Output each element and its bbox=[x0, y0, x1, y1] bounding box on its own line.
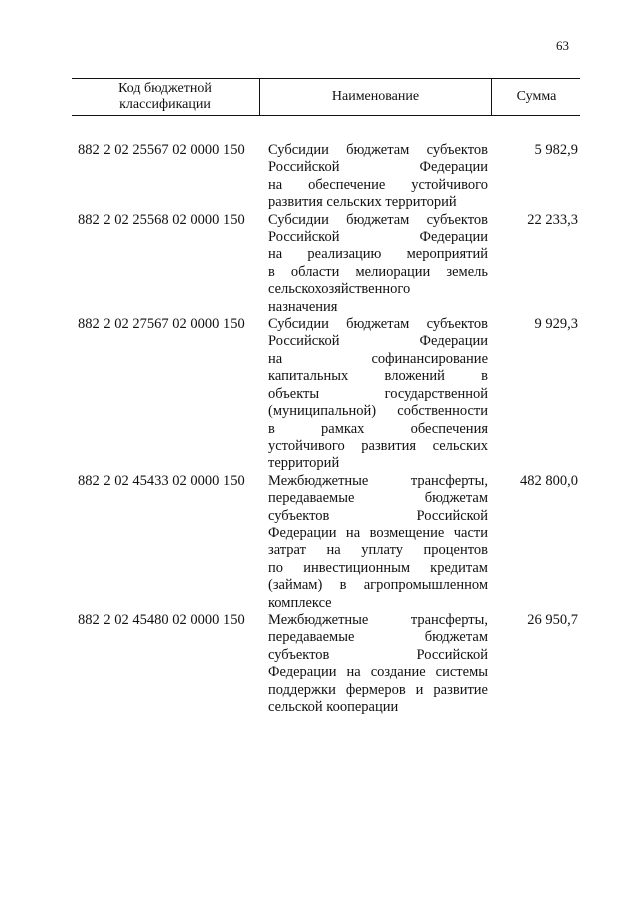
item-name-line: затрат на уплату процентов bbox=[268, 542, 488, 559]
item-name-line: сельскохозяйственного bbox=[268, 281, 411, 298]
budget-code: 882 2 02 25567 02 0000 150 bbox=[78, 142, 245, 158]
item-name-line: по инвестиционным кредитам bbox=[268, 559, 488, 576]
budget-table bbox=[72, 78, 580, 716]
item-name-line: поддержки фермеров и развитие bbox=[268, 681, 488, 698]
table-row bbox=[72, 473, 580, 612]
item-name-line: в рамках обеспечения bbox=[268, 420, 488, 437]
item-name-line: территорий bbox=[268, 455, 340, 472]
item-name-line: на обеспечение устойчивого bbox=[268, 176, 488, 193]
item-name-line: передаваемые бюджетам bbox=[268, 629, 488, 646]
amount: 26 950,7 bbox=[527, 611, 578, 628]
budget-code: 882 2 02 45433 02 0000 150 bbox=[78, 472, 245, 489]
item-name bbox=[268, 612, 488, 716]
item-name-line: Субсидии бюджетам субъектов bbox=[268, 211, 488, 228]
amount: 482 800,0 bbox=[520, 472, 578, 489]
table-row bbox=[72, 316, 580, 473]
budget-code: 882 2 02 25568 02 0000 150 bbox=[78, 211, 245, 228]
item-name-line: (займам) в агропромышленном bbox=[268, 577, 488, 594]
header-sum: Сумма bbox=[491, 79, 581, 115]
header-code: Код бюджетной классификации bbox=[118, 81, 212, 112]
amount: 22 233,3 bbox=[527, 211, 578, 228]
item-name-line: устойчивого развития сельских bbox=[268, 437, 488, 454]
amount: 9 929,3 bbox=[534, 316, 578, 333]
item-name-line: Межбюджетные трансферты, bbox=[268, 611, 488, 628]
item-name-line: Субсидии бюджетам субъектов bbox=[268, 142, 488, 158]
item-name bbox=[268, 142, 488, 212]
item-name-line: на реализацию мероприятий bbox=[268, 246, 488, 263]
item-name bbox=[268, 316, 488, 473]
item-name-line: капитальных вложений в bbox=[268, 368, 488, 385]
item-name-line: Российской Федерации bbox=[268, 333, 488, 350]
item-name-line: назначения bbox=[268, 298, 338, 315]
item-name-line: объекты государственной bbox=[268, 385, 488, 402]
amount: 5 982,9 bbox=[534, 142, 578, 158]
budget-code: 882 2 02 27567 02 0000 150 bbox=[78, 316, 245, 333]
item-name-line: на софинансирование bbox=[268, 350, 488, 367]
page-number: 63 bbox=[556, 38, 569, 53]
item-name bbox=[268, 473, 488, 612]
table-body bbox=[72, 142, 580, 716]
header-name: Наименование bbox=[259, 79, 491, 115]
item-name-line: развития сельских территорий bbox=[268, 194, 457, 211]
table-row bbox=[72, 212, 580, 316]
item-name-line: Субсидии бюджетам субъектов bbox=[268, 316, 488, 333]
table-header bbox=[72, 78, 580, 116]
item-name-line: сельской кооперации bbox=[268, 699, 399, 715]
item-name-line: (муниципальной) собственности bbox=[268, 403, 488, 420]
item-name-line: субъектов Российской bbox=[268, 507, 488, 524]
item-name-line: комплексе bbox=[268, 594, 332, 611]
budget-code: 882 2 02 45480 02 0000 150 bbox=[78, 611, 245, 628]
item-name bbox=[268, 212, 488, 316]
table-row bbox=[72, 612, 580, 716]
item-name-line: субъектов Российской bbox=[268, 646, 488, 663]
item-name-line: передаваемые бюджетам bbox=[268, 490, 488, 507]
item-name-line: Федерации на создание системы bbox=[268, 664, 488, 681]
item-name-line: в области мелиорации земель bbox=[268, 263, 488, 280]
item-name-line: Федерации на возмещение части bbox=[268, 524, 488, 541]
item-name-line: Российской Федерации bbox=[268, 159, 488, 176]
item-name-line: Межбюджетные трансферты, bbox=[268, 472, 488, 489]
table-row bbox=[72, 142, 580, 212]
item-name-line: Российской Федерации bbox=[268, 229, 488, 246]
